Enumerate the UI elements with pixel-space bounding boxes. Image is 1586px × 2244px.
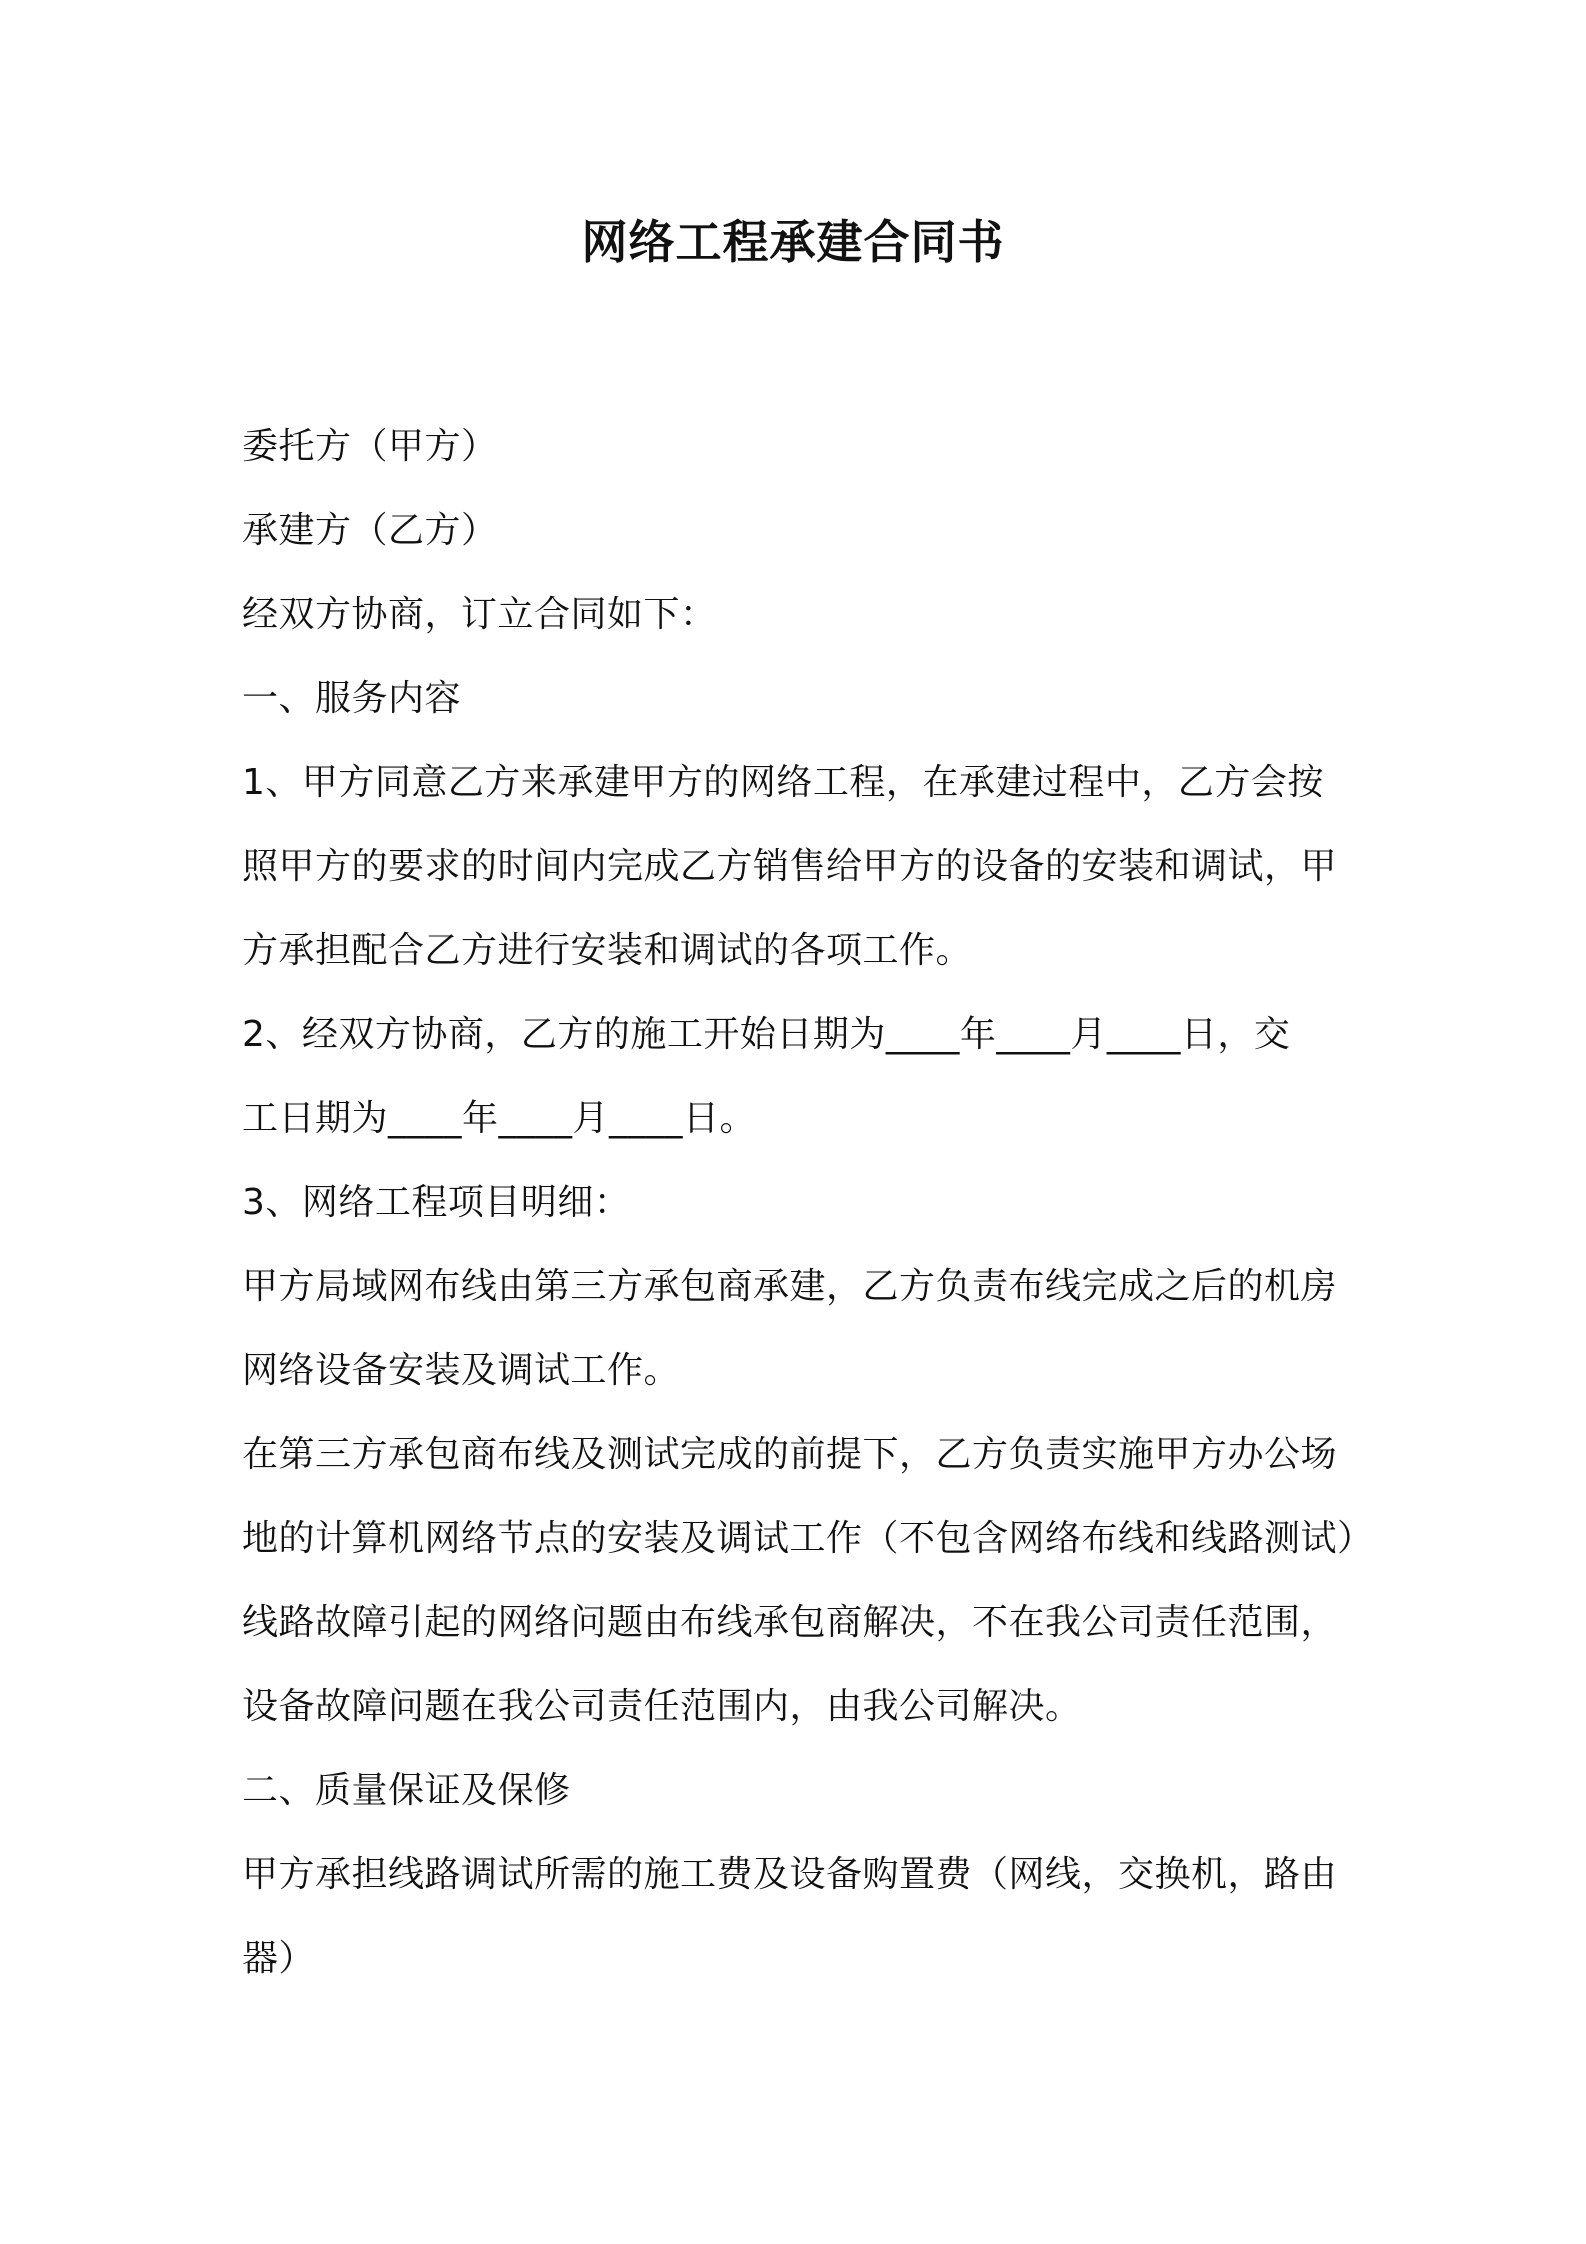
clause-3-line-3: 在第三方承包商布线及测试完成的前提下，乙方负责实施甲方办公场 — [242, 1434, 1338, 1475]
quality-line-1: 甲方承担线路调试所需的施工费及设备购置费（网线，交换机，路由 — [242, 1854, 1338, 1895]
section-heading-quality: 二、质量保证及保修 — [242, 1770, 571, 1811]
quality-line-2: 器） — [242, 1938, 316, 1979]
clause-1-line-2: 照甲方的要求的时间内完成乙方销售给甲方的设备的安装和调试，甲 — [242, 846, 1338, 887]
clause-1-line-3: 方承担配合乙方进行安装和调试的各项工作。 — [242, 930, 973, 971]
agreement-intro: 经双方协商，订立合同如下： — [242, 594, 717, 635]
section-heading-service: 一、服务内容 — [242, 678, 462, 719]
clause-3-line-6: 设备故障问题在我公司责任范围内，由我公司解决。 — [242, 1686, 1082, 1727]
document-body — [242, 405, 1374, 2001]
clause-3-line-2: 网络设备安装及调试工作。 — [242, 1350, 681, 1391]
document-title: 网络工程承建合同书 — [581, 215, 1005, 269]
clause-1-line-1: 1、甲方同意乙方来承建甲方的网络工程，在承建过程中，乙方会按 — [242, 762, 1324, 803]
clause-2-line-1: 2、经双方协商，乙方的施工开始日期为____年____月____日，交 — [242, 1014, 1291, 1055]
clause-3-line-4: 地的计算机网络节点的安装及调试工作（不包含网络布线和线路测试） — [242, 1518, 1374, 1559]
party-b-line: 承建方（乙方） — [242, 510, 498, 551]
clause-2-line-2: 工日期为____年____月____日。 — [242, 1098, 757, 1139]
party-a-line: 委托方（甲方） — [242, 426, 498, 467]
clause-3-heading: 3、网络工程项目明细： — [242, 1182, 631, 1223]
clause-3-line-1: 甲方局域网布线由第三方承包商承建，乙方负责布线完成之后的机房 — [242, 1266, 1338, 1307]
clause-3-line-5: 线路故障引起的网络问题由布线承包商解决，不在我公司责任范围， — [242, 1602, 1338, 1643]
